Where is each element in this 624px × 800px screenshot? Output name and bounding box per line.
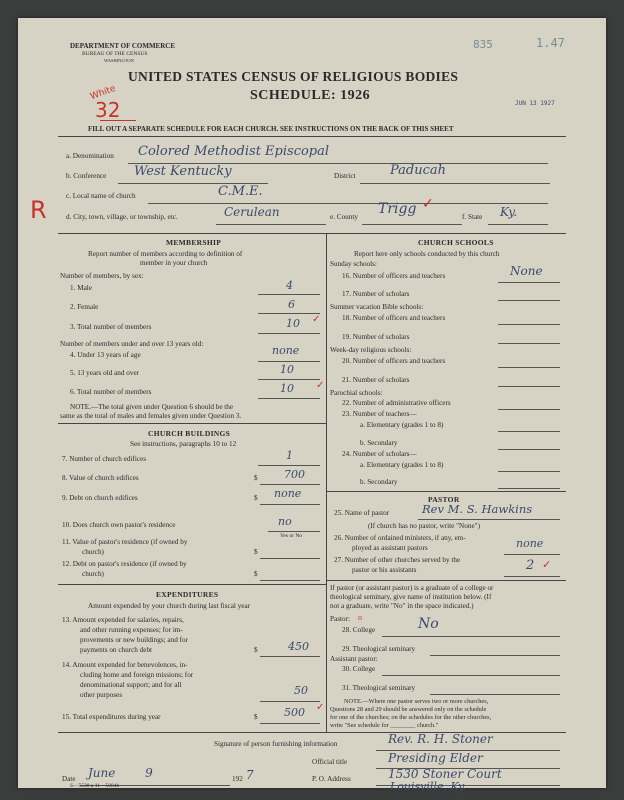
q12-dollar: $ [254, 570, 258, 578]
bureau-city: WASHINGTON [104, 58, 134, 63]
buildings-rule [58, 423, 326, 424]
q13-label-2: and other running expenses; for im- [80, 626, 183, 634]
q26-label-1: 26. Number of ordained ministers, if any, em- [334, 534, 466, 542]
q13-label-3: provements or new buildings; and for [80, 636, 188, 644]
q6-checkmark: ✓ [316, 380, 325, 391]
q18-label: 18. Number of officers and teachers [342, 314, 446, 322]
q2-value: 6 [288, 298, 295, 311]
q10-label: 10. Does church own pastor's residence [62, 521, 176, 529]
q24b-label: b. Secondary [360, 478, 398, 486]
q5-line [258, 379, 320, 380]
schedule-title: SCHEDULE: 1926 [250, 88, 371, 103]
state-line [488, 224, 548, 225]
po-address-label: P. O. Address [312, 775, 351, 783]
q2-line [258, 313, 320, 314]
q23b-label: b. Secondary [360, 439, 398, 447]
table-top-rule [58, 233, 566, 234]
membership-note-2: same as the total of males and females given under Question 3. [60, 412, 242, 420]
membership-sub-1: Report number of members according to definition of [88, 250, 243, 258]
q18-line [498, 324, 560, 325]
buildings-heading: CHURCH BUILDINGS [148, 429, 231, 438]
header-rule [58, 136, 566, 137]
q1-value: 4 [286, 279, 293, 292]
q31-line [430, 694, 560, 695]
graduate-note-2: theological seminary, give name of institution below. (If [330, 593, 492, 601]
pastor-heading: PASTOR [428, 495, 460, 504]
signature-label: Signature of person furnishing information [214, 740, 338, 748]
q8-line [260, 484, 320, 485]
district-label: District [334, 172, 356, 180]
local-name-line [148, 203, 548, 204]
q2-label: 2. Female [70, 303, 99, 311]
membership-heading: MEMBERSHIP [166, 238, 222, 247]
buildings-sub: See instructions, paragraphs 10 to 12 [130, 440, 237, 448]
pastor-note-4: write "See schedule for ________ church." [330, 722, 439, 729]
q24b-line [498, 488, 560, 489]
graduate-note-3: not a graduate, write "No" in the space indicated.) [330, 602, 474, 610]
graduate-rule [326, 580, 566, 581]
membership-sub-2: member in your church [140, 259, 208, 267]
q30-line [382, 675, 560, 676]
pastor-note-2: Questions 28 and 29 should be answered only on the schedule [330, 706, 487, 713]
q25-label: 25. Name of pastor [334, 509, 390, 517]
local-name-value: C.M.E. [218, 184, 263, 199]
city-label: d. City, town, village, or township, etc. [66, 213, 178, 221]
expenditures-heading: EXPENDITURES [156, 590, 219, 599]
q27-value: 2 [526, 558, 535, 573]
stamp-number-2: 1.47 [536, 36, 565, 50]
q14-label-3: denominational support; and for all [80, 681, 182, 689]
q6-label: 6. Total number of members [70, 388, 152, 396]
q6-value: 10 [280, 382, 294, 395]
pastor-note-1: NOTE.—Where one pastor serves two or more churches, [344, 698, 489, 705]
q14-label-2: cluding home and foreign missions; for [80, 671, 194, 679]
form-number: S—5538 a 11—5084b [70, 783, 120, 789]
q16-line [498, 282, 560, 283]
q22-label: 22. Number of administrative officers [342, 399, 451, 407]
q8-dollar: $ [254, 474, 258, 482]
q4-line [258, 361, 320, 362]
q11-label-2: church) [82, 548, 104, 556]
q11-dollar: $ [254, 548, 258, 556]
graduate-note-1: If pastor (or assistant pastor) is a graduate of a college or [330, 584, 494, 592]
conference-label: b. Conference [66, 172, 107, 180]
q26-label-2: ployed as assistant pastors [352, 544, 428, 552]
assistant-label: Assistant pastor: [330, 655, 378, 663]
expenditures-rule [58, 584, 326, 585]
q7-value: 1 [286, 449, 293, 462]
parochial-label: Parochial schools: [330, 389, 383, 397]
yes-no-hint: Yes or No [280, 533, 303, 539]
q17-line [498, 300, 560, 301]
year-value: 7 [246, 768, 254, 782]
q13-label-1: 13. Amount expended for salaries, repairs, [62, 616, 184, 624]
county-label: e. County [330, 213, 358, 221]
official-title-value: Presiding Elder [388, 751, 483, 765]
q9-dollar: $ [254, 494, 258, 502]
q28-value: No [418, 616, 439, 632]
q1-label: 1. Male [70, 284, 92, 292]
q10-value: no [278, 515, 292, 528]
q7-line [258, 465, 320, 466]
q14-value: 50 [294, 684, 308, 697]
q14-label-4: other purposes [80, 691, 123, 699]
q16-value: None [510, 264, 543, 278]
pastor-rule [326, 491, 566, 492]
conference-value: West Kentucky [134, 164, 232, 179]
census-schedule-sheet [18, 18, 606, 793]
summer-label: Summer vacation Bible schools: [330, 303, 424, 311]
q23b-line [498, 449, 560, 450]
number-mark: 32 [95, 98, 121, 122]
form-title: UNITED STATES CENSUS OF RELIGIOUS BODIES [128, 69, 459, 84]
q5-value: 10 [280, 363, 294, 376]
q3-checkmark: ✓ [312, 314, 321, 325]
q12-label-2: church) [82, 570, 104, 578]
q-sex-label: Number of members, by sex: [60, 272, 144, 280]
q21-label: 21. Number of scholars [342, 376, 410, 384]
q25-value: Rev M. S. Hawkins [422, 502, 533, 516]
stamp-number-1: 835 [473, 38, 493, 51]
instruction-line: FILL OUT A SEPARATE SCHEDULE FOR EACH CHURCH. SEE INSTRUCTIONS ON THE BACK OF THIS SHEET [88, 125, 454, 133]
q17-label: 17. Number of scholars [342, 290, 410, 298]
q12-line [260, 580, 320, 581]
q15-label: 15. Total expenditures during year [62, 713, 161, 721]
q15-line [260, 723, 320, 724]
q28-label: 28. College [342, 626, 376, 634]
q9-line [260, 504, 320, 505]
bureau-name: BUREAU OF THE CENSUS [82, 51, 148, 57]
q15-dollar: $ [254, 713, 258, 721]
white-mark: White [89, 83, 118, 103]
q29-line [430, 655, 560, 656]
column-divider-lower [326, 698, 327, 732]
district-line [360, 183, 550, 184]
county-line [362, 224, 462, 225]
q15-checkmark: ✓ [316, 702, 325, 713]
q13-value: 450 [288, 640, 309, 653]
q19-label: 19. Number of scholars [342, 333, 410, 341]
q6-line [258, 398, 320, 399]
q8-value: 700 [284, 468, 305, 481]
expenditures-sub: Amount expended by your church during last fiscal year [88, 602, 251, 610]
q7-label: 7. Number of church edifices [62, 455, 147, 463]
q8-label: 8. Value of church edifices [62, 474, 139, 482]
po-address-value-1: 1530 Stoner Court [388, 767, 502, 781]
date-value: June 9 [88, 766, 153, 780]
state-label: f. State [462, 213, 483, 221]
q24-label: 24. Number of scholars— [342, 450, 417, 458]
q14-line [260, 701, 320, 702]
county-value: Trigg [378, 201, 417, 217]
q13-line [260, 656, 320, 657]
signature-value: Rev. R. H. Stoner [388, 732, 493, 746]
membership-note-1: NOTE.—The total given under Question 6 should be the [70, 403, 234, 411]
q31-label: 31. Theological seminary [342, 684, 416, 692]
pastor-note-3: for one of the churches; on the schedules for the other churches, [330, 714, 492, 721]
denomination-value: Colored Methodist Episcopal [138, 144, 330, 159]
q26-line [504, 554, 560, 555]
schools-heading: CHURCH SCHOOLS [418, 238, 494, 247]
q3-value: 10 [286, 317, 300, 330]
q14-label-1: 14. Amount expended for benevolences, in- [62, 661, 188, 669]
city-value: Cerulean [224, 205, 280, 219]
q11-line [260, 558, 320, 559]
q10-line [268, 531, 320, 532]
schools-sub: Report here only schools conducted by this church [354, 250, 500, 258]
q25-note: (If church has no pastor, write "None") [368, 522, 480, 530]
q21-line [498, 386, 560, 387]
district-value: Paducah [390, 163, 447, 178]
q-age-label: Number of members under and over 13 years old: [60, 340, 204, 348]
date-label: Date [62, 775, 76, 783]
q23a-label: a. Elementary (grades 1 to 8) [360, 421, 444, 429]
r-mark: R [30, 196, 47, 224]
q23a-line [498, 431, 560, 432]
city-line [216, 224, 326, 225]
red-underline [100, 120, 136, 121]
q15-value: 500 [284, 706, 305, 719]
received-date-stamp: JUN 13 1927 [515, 100, 555, 107]
pastor-sub-label: Pastor: [330, 615, 350, 623]
q30-label: 30. College [342, 665, 376, 673]
po-address-value-2: Louisville, Ky. [390, 780, 467, 793]
q1-line [258, 294, 320, 295]
q22-line [498, 409, 560, 410]
pastor-red-mark: o [358, 613, 362, 622]
q3-line [258, 333, 320, 334]
q27-checkmark: ✓ [542, 559, 552, 571]
official-title-label: Official title [312, 758, 348, 766]
q9-label: 9. Debt on church edifices [62, 494, 138, 502]
q4-label: 4. Under 13 years of age [70, 351, 141, 359]
local-name-label: c. Local name of church [66, 192, 136, 200]
q13-dollar: $ [254, 646, 258, 654]
q13-label-4: payments on church debt [80, 646, 153, 654]
denomination-label: a. Denomination [66, 152, 114, 160]
q24a-line [498, 471, 560, 472]
q11-label-1: 11. Value of pastor's residence (if owned by [62, 538, 188, 546]
state-value: Ky. [500, 205, 518, 219]
q23-label: 23. Number of teachers— [342, 410, 417, 418]
year-prefix: 192 [232, 775, 243, 783]
q20-line [498, 367, 560, 368]
q9-value: none [274, 487, 302, 500]
q27-line [504, 576, 560, 577]
q25-line [418, 519, 560, 520]
q26-value: none [516, 537, 544, 550]
dept-name: DEPARTMENT OF COMMERCE [70, 42, 176, 50]
q29-label: 29. Theological seminary [342, 645, 416, 653]
column-divider [326, 233, 327, 698]
q27-label-1: 27. Number of other churches served by the [334, 556, 461, 564]
q3-label: 3. Total number of members [70, 323, 152, 331]
q12-label-1: 12. Debt on pastor's residence (if owned by [62, 560, 187, 568]
q27-label-2: pastor or his assistants [352, 566, 417, 574]
q28-line [382, 636, 560, 637]
weekday-label: Week-day religious schools: [330, 346, 412, 354]
county-checkmark: ✓ [422, 197, 434, 212]
q19-line [498, 343, 560, 344]
q5-label: 5. 13 years old and over [70, 369, 140, 377]
q24a-label: a. Elementary (grades 1 to 8) [360, 461, 444, 469]
q4-value: none [272, 344, 300, 357]
q20-label: 20. Number of officers and teachers [342, 357, 446, 365]
q16-label: 16. Number of officers and teachers [342, 272, 446, 280]
sunday-label: Sunday schools: [330, 260, 377, 268]
